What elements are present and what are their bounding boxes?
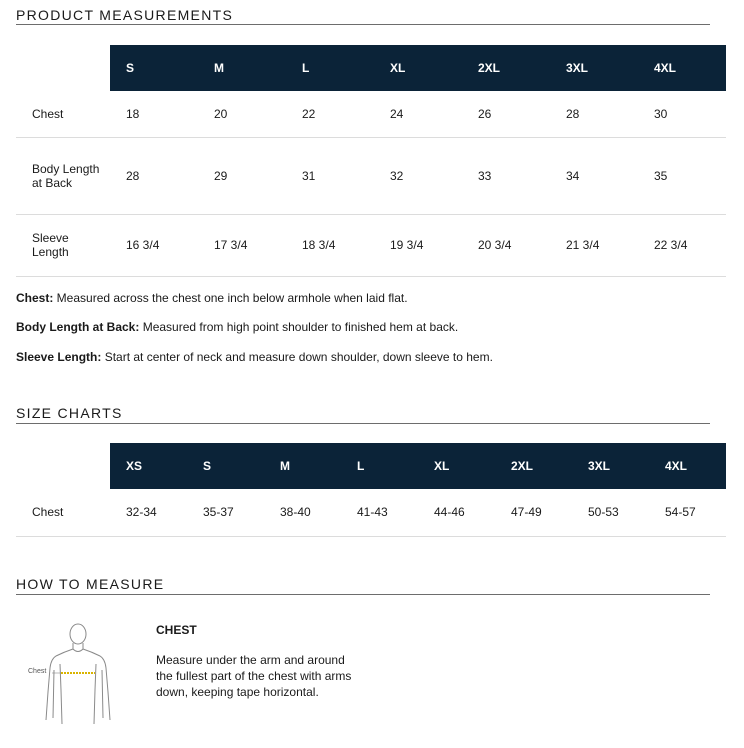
sc-size-2xl: 2XL [495,443,572,489]
pm-cell: 18 3/4 [286,214,374,276]
sc-cell: 44-46 [418,489,495,536]
pm-size-xl: XL [374,45,462,91]
pm-cell: 35 [638,137,726,214]
size-charts-table [16,443,726,537]
sc-size-xs: XS [110,443,187,489]
definition-term: Chest: [16,291,54,305]
pm-cell: 28 [550,91,638,137]
pm-size-s: S [110,45,198,91]
pm-row-label: Chest [16,91,110,137]
sc-size-l: L [341,443,418,489]
pm-cell: 34 [550,137,638,214]
pm-cell: 32 [374,137,462,214]
sc-header-blank [16,443,110,489]
chest-instructions: Measure under the arm and around the fullest part of the chest with arms down, keeping tape horizontal. [156,653,352,699]
definition-text: Measured from high point shoulder to finished hem at back. [139,320,459,334]
definition-body-length-at-back [16,320,458,334]
sc-cell: 54-57 [649,489,726,536]
sc-row-chest [16,489,726,536]
sc-cell: 38-40 [264,489,341,536]
definition-text: Measured across the chest one inch below armhole when laid flat. [53,291,408,305]
pm-cell: 31 [286,137,374,214]
pm-cell: 30 [638,91,726,137]
sc-row-label: Chest [16,489,110,536]
sc-size-s: S [187,443,264,489]
sc-cell: 41-43 [341,489,418,536]
pm-cell: 18 [110,91,198,137]
product-measurements-divider [16,24,710,25]
sc-cell: 32-34 [110,489,187,536]
pm-cell: 22 [286,91,374,137]
sc-cell: 50-53 [572,489,649,536]
pm-size-4xl: 4XL [638,45,726,91]
pm-row-chest [16,91,726,137]
pm-size-l: L [286,45,374,91]
pm-cell: 17 3/4 [198,214,286,276]
pm-row-sleeve-length [16,214,726,276]
definition-text: Start at center of neck and measure down shoulder, down sleeve to hem. [101,350,493,364]
sc-cell: 47-49 [495,489,572,536]
chest-measure-figure [26,620,118,732]
pm-cell: 26 [462,91,550,137]
sc-size-xl: XL [418,443,495,489]
pm-size-2xl: 2XL [462,45,550,91]
product-measurements-title: PRODUCT MEASUREMENTS [16,7,234,23]
pm-size-m: M [198,45,286,91]
definition-sleeve-length [16,350,493,364]
product-measurements-table [16,45,726,277]
pm-cell: 28 [110,137,198,214]
pm-cell: 29 [198,137,286,214]
pm-cell: 19 3/4 [374,214,462,276]
how-to-measure-divider [16,594,710,595]
sc-size-4xl: 4XL [649,443,726,489]
definition-term: Sleeve Length: [16,350,102,364]
pm-cell: 16 3/4 [110,214,198,276]
size-charts-title: SIZE CHARTS [16,405,123,421]
pm-cell: 24 [374,91,462,137]
pm-cell: 20 [198,91,286,137]
definition-chest [16,291,408,305]
how-to-measure-title: HOW TO MEASURE [16,576,165,592]
pm-size-3xl: 3XL [550,45,638,91]
pm-row-label: Body Length at Back [16,137,110,214]
definition-term: Body Length at Back: [16,320,140,334]
pm-cell: 20 3/4 [462,214,550,276]
pm-header-blank [16,45,110,91]
sc-size-m: M [264,443,341,489]
sc-size-3xl: 3XL [572,443,649,489]
pm-cell: 33 [462,137,550,214]
sc-cell: 35-37 [187,489,264,536]
pm-cell: 22 3/4 [638,214,726,276]
figure-chest-label: Chest [28,668,47,675]
pm-row-body-length-at-back [16,137,726,214]
size-charts-divider [16,423,710,424]
pm-row-label: Sleeve Length [16,214,110,276]
chest-heading: CHEST [156,623,197,637]
pm-cell: 21 3/4 [550,214,638,276]
